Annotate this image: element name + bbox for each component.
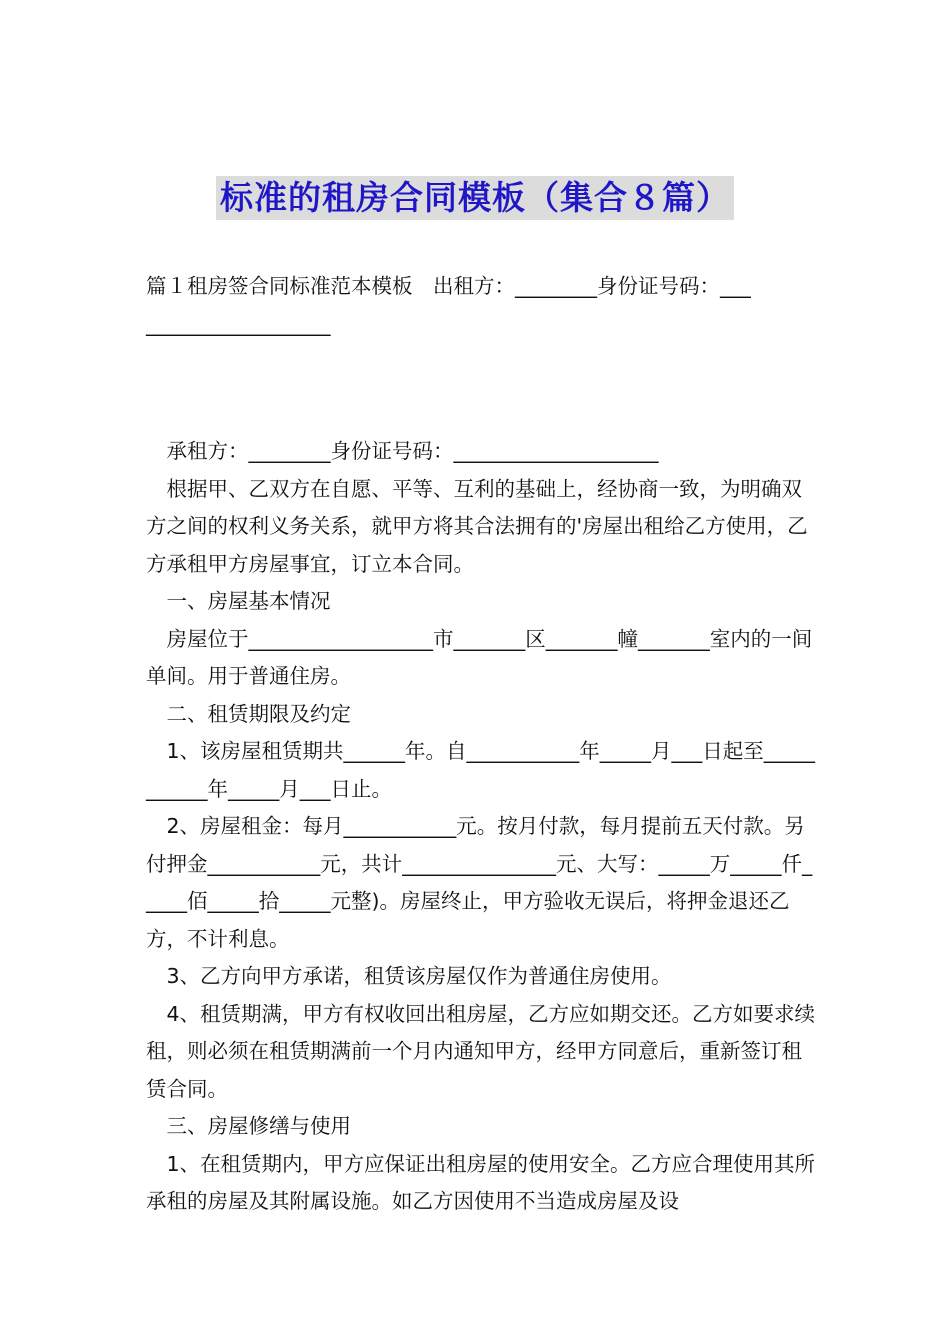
spacer <box>146 343 818 433</box>
paragraph-usage: 3、乙方向甲方承诺，租赁该房屋仅作为普通住房使用。 <box>146 964 672 988</box>
paragraph-renewal: 4、租赁期满，甲方有权收回出租房屋，乙方应如期交还。乙方如要求续租，则必须在租赁期满前一个月内通知甲方，经甲方同意后，重新签订租赁合同。 <box>146 1001 816 1101</box>
paragraph-rent: 2、房屋租金：每月___________元。按月付款，每月提前五天付款。另付押金___________元，共计_______________元、大写：_____万_____仟_____佰_____拾_____元整)。房屋终止，甲方验收无误后，将押金退还乙方，不计利息。 <box>146 814 813 951</box>
section-heading-1: 一、房屋基本情况 <box>146 589 331 613</box>
document-title: 标准的租房合同模板（集合８篇） <box>216 176 734 220</box>
tenant-line: 承租方：________身份证号码：____________________ <box>146 439 659 463</box>
paragraph-term: 1、该房屋租赁期共______年。自___________年_____月___日起至___________年_____月___日止。 <box>146 739 816 801</box>
section-heading-3: 三、房屋修缮与使用 <box>146 1114 351 1138</box>
paragraph-repair: 1、在租赁期内，甲方应保证出租房屋的使用安全。乙方应合理使用其所承租的房屋及其附属设施。如乙方因使用不当造成房屋及设 <box>146 1151 816 1213</box>
title-wrapper <box>0 176 950 220</box>
intro-line-2: __________________ <box>146 311 331 336</box>
section-heading-2: 二、租赁期限及约定 <box>146 701 351 726</box>
document-body <box>146 268 818 1221</box>
paragraph-intro: 根据甲、乙双方在自愿、平等、互利的基础上，经协商一致，为明确双方之间的权利义务关系，就甲方将其合法拥有的'房屋出租给乙方使用，乙方承租甲方房屋事宜，订立本合同。 <box>146 476 808 576</box>
intro-line-1: 篇１租房签合同标准范本模板 出租方：________身份证号码：___ <box>146 274 751 298</box>
paragraph-location: 房屋位于__________________市_______区_______幢_______室内的一间单间。用于普通住房。 <box>146 626 813 688</box>
